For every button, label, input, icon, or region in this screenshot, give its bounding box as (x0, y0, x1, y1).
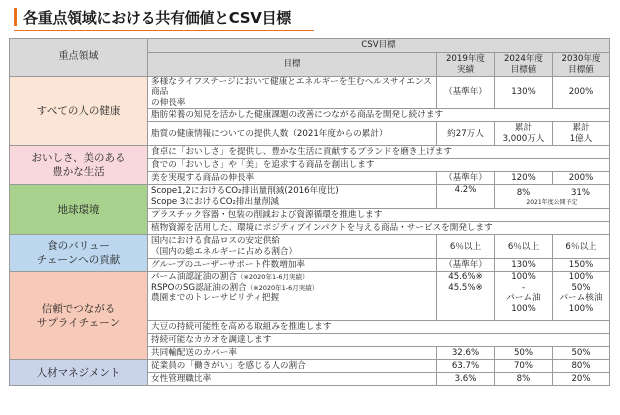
header-2030: 2030年度 目標値 (553, 53, 610, 77)
area-supply-chain: 信頼でつながる サプライチェーン (10, 272, 148, 360)
table-row (10, 146, 610, 159)
goal-cell (148, 272, 437, 321)
goal-cell: 従業員の「働きがい」を感じる人の割合 (148, 360, 437, 373)
goal-cell: 女性管理職比率 (148, 373, 437, 386)
page-title: 各重点領域における共有価値とCSV目標 (23, 8, 292, 27)
value-2024: 8% (495, 373, 553, 386)
goal-cell: Scope1,2におけるCO₂排出量削減(2016年度比) Scope 3におけるCO₂排出量削減 (148, 185, 437, 209)
value-2030: 80% (553, 360, 610, 373)
disclosure-note: 2021年度公開予定 (526, 198, 578, 206)
goal-cell: 持続可能なカカオを調達します (148, 334, 610, 347)
value-2030: 50% (553, 347, 610, 360)
goal-cell: 美を実現する商品の伸長率 (148, 172, 437, 185)
header-goal: 目標 (148, 53, 437, 77)
value-2019: 6％以上 (437, 235, 495, 259)
area-food-value-chain: 食のバリュー チェーンへの貢献 (10, 235, 148, 272)
value-2019: 32.6% (437, 347, 495, 360)
table-row (10, 235, 610, 259)
value-2024: 累計 3,000万人 (495, 122, 553, 146)
header-area: 重点領域 (10, 39, 148, 77)
area-hr-management: 人材マネジメント (10, 360, 148, 386)
value-2030: 200% (553, 77, 610, 109)
value-2024: 130% (495, 77, 553, 109)
value-2024: 70% (495, 360, 553, 373)
value-2019: 63.7% (437, 360, 495, 373)
goal-cell: 大豆の持続可能性を高める取組みを推進します (148, 321, 610, 334)
header-2019: 2019年度 実績 (437, 53, 495, 77)
title-accent (14, 8, 17, 26)
value-2024: 120% (495, 172, 553, 185)
area-environment: 地球環境 (10, 185, 148, 235)
value-2019: （基準年） (437, 172, 495, 185)
value-2019: 45.6%※ 45.5%※ (437, 272, 495, 321)
goal-cell: 国内における食品ロスの安定供給 （国内の総エネルギーに占める割合） (148, 235, 437, 259)
area-health: すべての人の健康 (10, 77, 148, 146)
value-2030: 100% 50% パーム核油 100% (553, 272, 610, 321)
title-bar (14, 4, 291, 30)
value-2019: （基準年） (437, 259, 495, 272)
value-2024: 50% (495, 347, 553, 360)
value-2024-2030-group (495, 185, 610, 209)
goal-cell: 共同輸配送のカバー率 (148, 347, 437, 360)
table-row (10, 77, 610, 109)
goal-cell: 多様なライフステージにおいて健康とエネルギーを生むヘルスサイエンス商品 の伸長率 (148, 77, 437, 109)
title-underline (14, 30, 314, 31)
goal-line: RSPOのSG認証油の割合（※2020年1-6月実績） (151, 282, 319, 293)
value-2019: 約27万人 (437, 122, 495, 146)
goal-cell: 脂肪栄養の知見を活かした健康課題の改善につながる商品を開発し続けます (148, 109, 610, 122)
goal-cell: 食卓に「おいしさ」を提供し、豊かな生活に貢献するブランドを磨き上げます (148, 146, 610, 159)
value-2024: 8% (516, 188, 531, 199)
goal-line: 農園までのトレーサビリティ把握 (151, 293, 280, 304)
value-2030: 20% (553, 373, 610, 386)
value-2030: 31% (570, 188, 591, 199)
csv-table (9, 38, 610, 386)
goal-cell: 食での「おいしさ」や「美」を追求する商品を創出します (148, 159, 610, 172)
goal-cell: 植物資源を活用した、環境にポジティブインパクトを与える商品・サービスを開発します (148, 222, 610, 235)
goal-cell: プラスチック容器・包装の削減および資源循環を推進します (148, 209, 610, 222)
area-taste: おいしさ、美のある 豊かな生活 (10, 146, 148, 185)
value-2024: 130% (495, 259, 553, 272)
value-2019: 3.6% (437, 373, 495, 386)
goal-cell: 脂質の健康情報についての提供人数（2021年度からの累計） (148, 122, 437, 146)
value-2030: 累計 1億人 (553, 122, 610, 146)
table-row (10, 185, 610, 209)
value-2030: 6％以上 (553, 235, 610, 259)
value-2019: （基準年） (437, 77, 495, 109)
value-2024: 100% - パーム油 100% (495, 272, 553, 321)
goal-cell: グループのユーザーサポート件数増加率 (148, 259, 437, 272)
value-2030: 200% (553, 172, 610, 185)
goal-line: パーム油認証油の割合（※2020年1-6月実績） (151, 272, 309, 283)
table-row (10, 360, 610, 373)
header-2024: 2024年度 目標値 (495, 53, 553, 77)
header-csv: CSV目標 (148, 39, 610, 53)
table-row (10, 272, 610, 321)
value-2024: 6％以上 (495, 235, 553, 259)
value-2019: 4.2% (437, 185, 495, 209)
value-2030: 150% (553, 259, 610, 272)
